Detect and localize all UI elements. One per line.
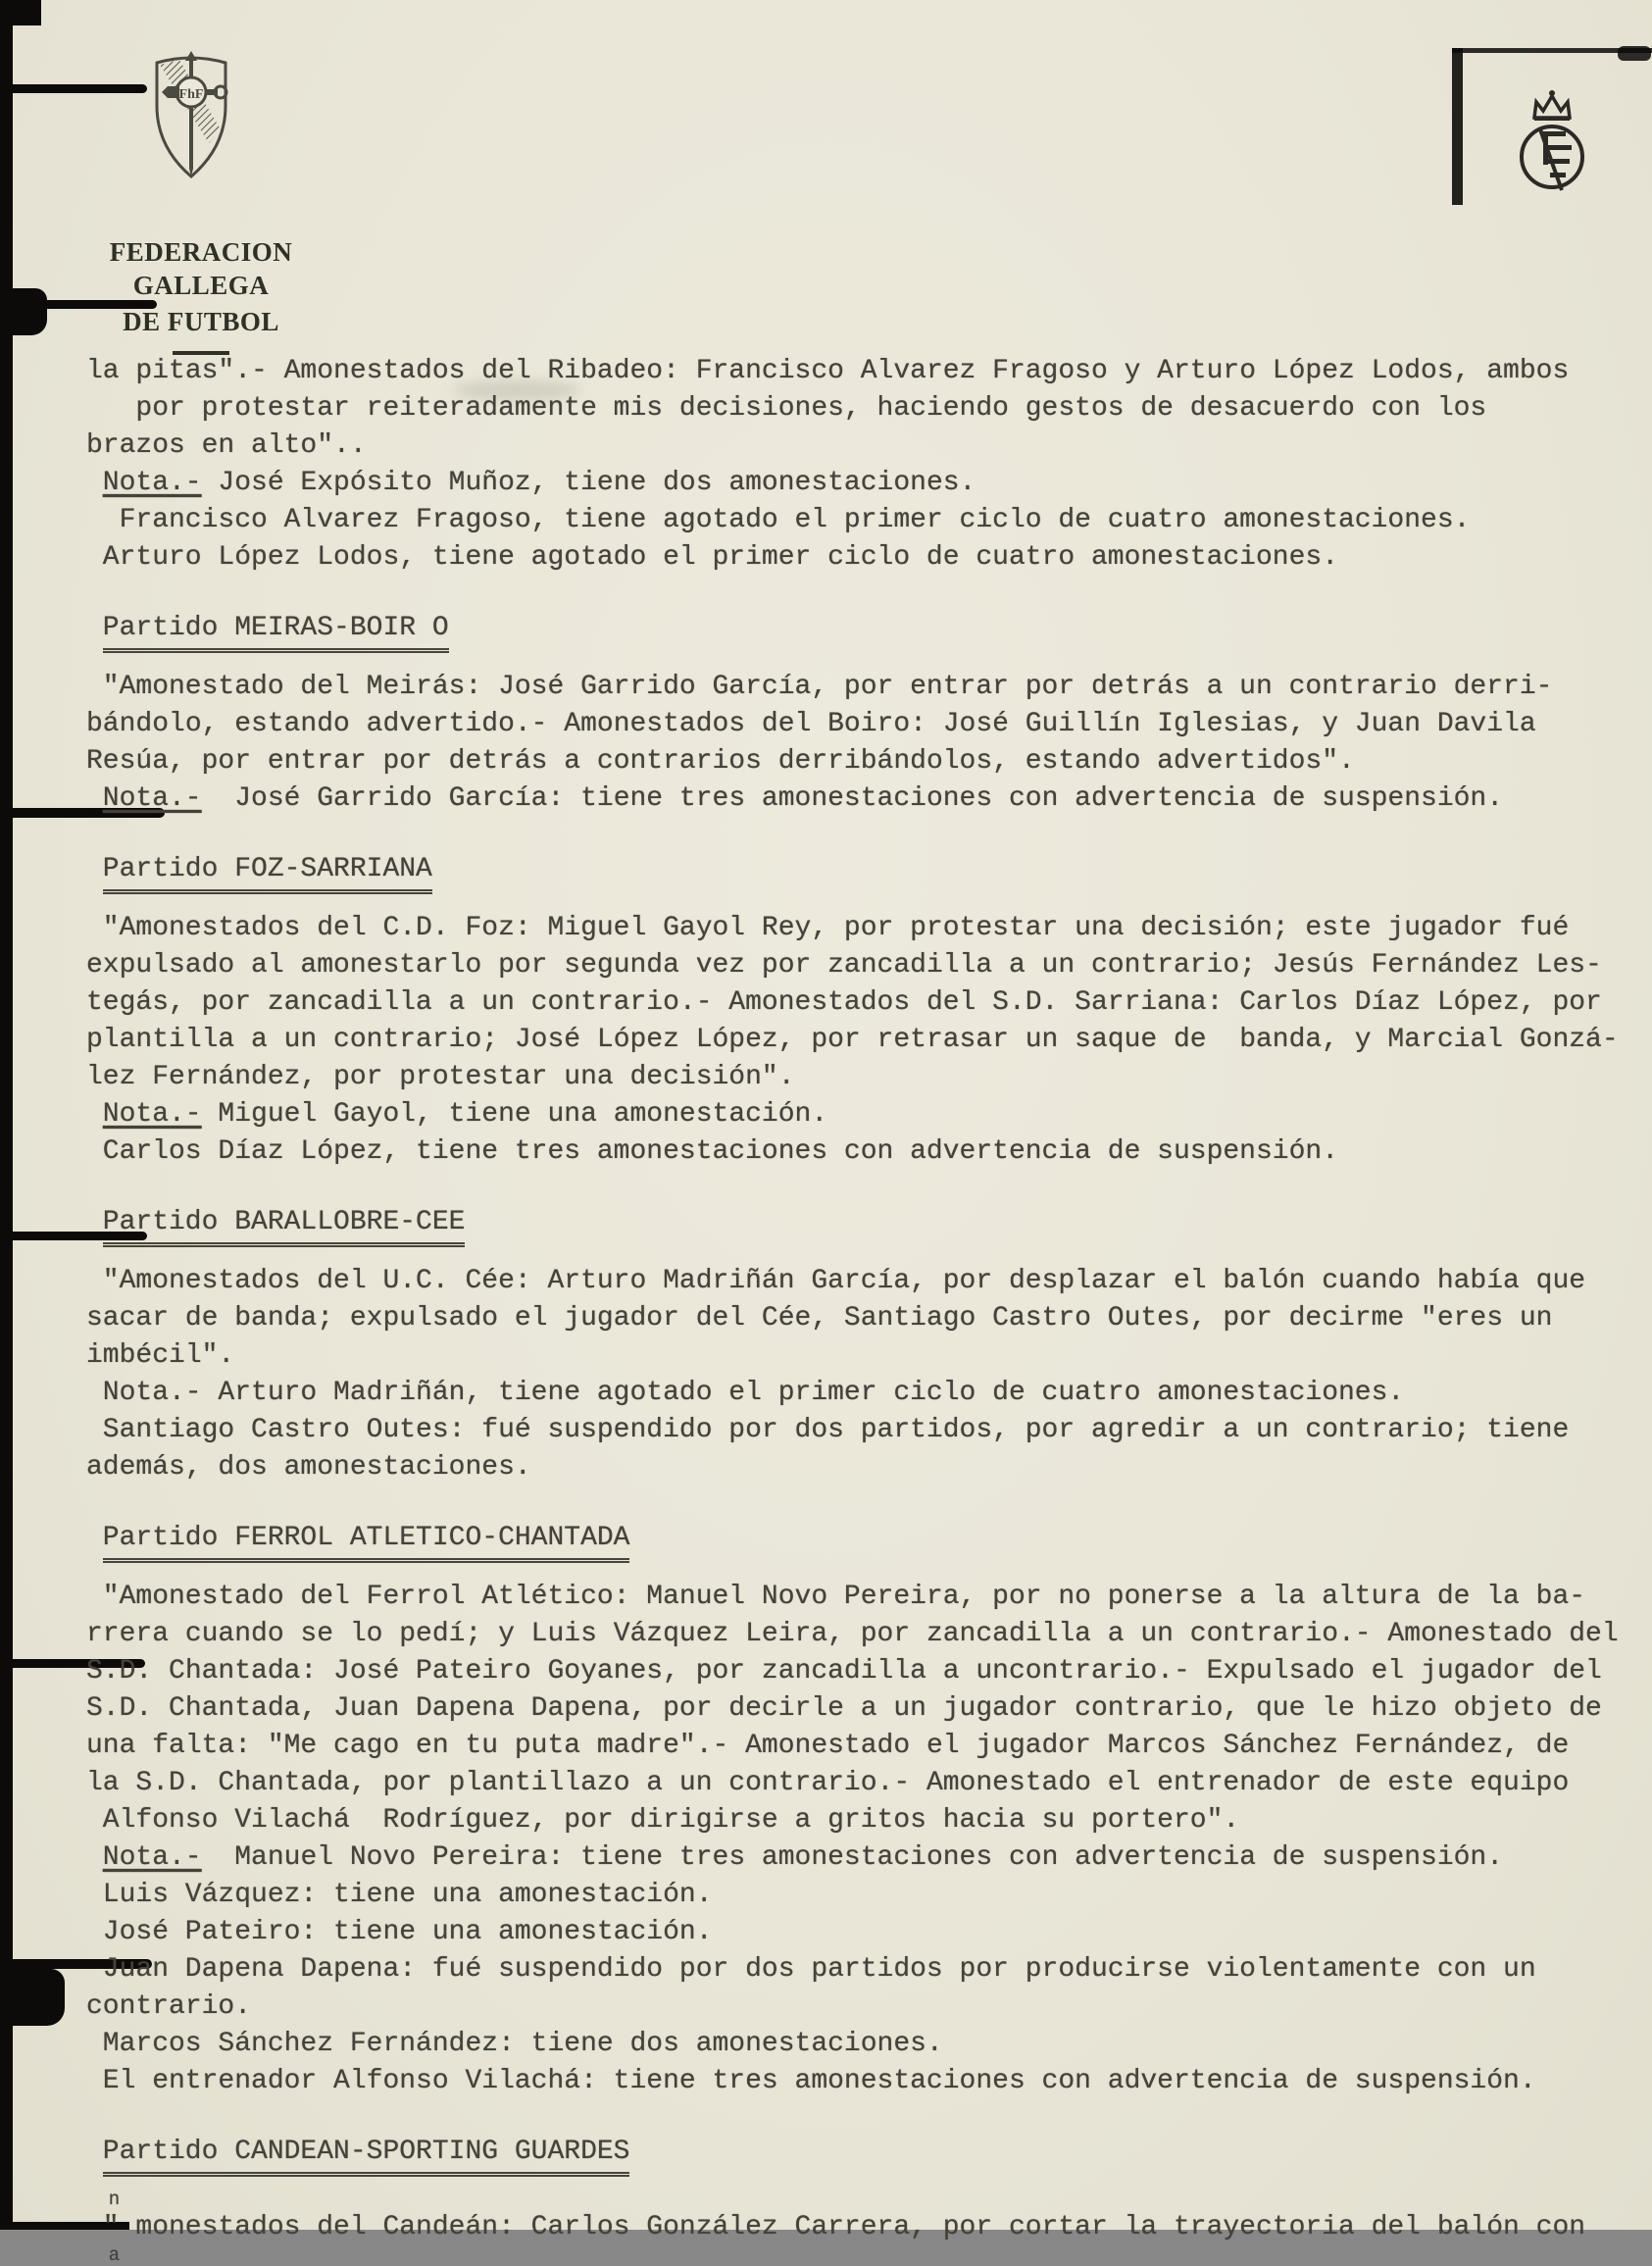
binder-hole-tear bbox=[0, 1969, 65, 2026]
document-section bbox=[86, 851, 1630, 1171]
letterhead bbox=[39, 235, 363, 355]
document-line: rrera cuando se lo pedí; y Luis Vázquez Leira, por zancadilla a un contrario.- Amonestado del bbox=[86, 1619, 1619, 1649]
binder-hole-tear bbox=[0, 84, 147, 93]
document-body bbox=[86, 353, 1630, 2265]
document-line: Francisco Alvarez Fragoso, tiene agotado el primer ciclo de cuatro amonestaciones. bbox=[119, 505, 1471, 535]
document-line: Luis Vázquez: tiene una amonestación. bbox=[102, 1880, 713, 1910]
org-name-line2: DE FUTBOL bbox=[123, 307, 279, 336]
document-line: Nota.- José Expósito Muñoz, tiene dos amonestaciones. bbox=[102, 468, 976, 498]
document-line: plantilla a un contrario; José López López, por retrasar un saque de banda, y Marcial Gonzá- bbox=[86, 1025, 1619, 1055]
document-line: la pitas".- Amonestados del Ribadeo: Francisco Alvarez Fragoso y Arturo López Lodos, ambos bbox=[86, 356, 1570, 386]
section-heading: Partido FOZ-SARRIANA bbox=[103, 851, 432, 894]
section-heading-row bbox=[86, 610, 1630, 653]
document-line: Arturo López Lodos, tiene agotado el primer ciclo de cuatro amonestaciones. bbox=[102, 542, 1339, 573]
document-line: " monestados del Candeán: Carlos González Carrera, por cortar la trayectoria del balón con bbox=[102, 2212, 1586, 2242]
document-line: además, dos amonestaciones. bbox=[86, 1452, 531, 1483]
section-heading-row bbox=[86, 851, 1630, 894]
scan-edge-artifact bbox=[1618, 46, 1651, 61]
document-section bbox=[86, 1204, 1630, 1486]
document-line: "Amonestados del U.C. Cée: Arturo Madriñán García, por desplazar el balón cuando había que bbox=[102, 1266, 1586, 1296]
document-line: imbécil". bbox=[86, 1340, 235, 1371]
document-line: brazos en alto".. bbox=[86, 430, 367, 461]
org-name-line1: FEDERACION GALLEGA bbox=[109, 237, 293, 300]
document-line: "Amonestado del Meirás: José Garrido García, por entrar por detrás a un contrario derri- bbox=[102, 672, 1553, 702]
section-heading-row bbox=[86, 2134, 1630, 2177]
document-line: Resúa, por entrar por detrás a contrarios derribándolos, estando advertidos". bbox=[86, 746, 1355, 777]
document-line: n bbox=[108, 2189, 121, 2210]
document-section bbox=[86, 610, 1630, 818]
section-heading: Partido MEIRAS-BOIR O bbox=[103, 610, 449, 653]
document-line: contrario. bbox=[86, 1991, 252, 2022]
document-line: a bbox=[108, 2244, 121, 2266]
section-heading: Partido BARALLOBRE-CEE bbox=[103, 1204, 466, 1247]
nota-label: Nota.- bbox=[102, 468, 202, 498]
scan-edge-artifact bbox=[1452, 48, 1463, 205]
document-line: Juan Dapena Dapena: fué suspendido por dos partidos por producirse violentamente con un bbox=[102, 1954, 1536, 1985]
document-section bbox=[86, 353, 1630, 577]
scan-edge-artifact bbox=[0, 0, 41, 25]
section-heading-row bbox=[86, 1204, 1630, 1247]
document-line: Nota.- Arturo Madriñán, tiene agotado el primer ciclo de cuatro amonestaciones. bbox=[102, 1378, 1405, 1408]
document-line: Nota.- José Garrido García: tiene tres amonestaciones con advertencia de suspensión. bbox=[102, 783, 1504, 814]
document-line: S.D. Chantada, Juan Dapena Dapena, por decirle a un jugador contrario, que le hizo objeto de bbox=[86, 1693, 1602, 1724]
nota-label: Nota.- bbox=[102, 783, 202, 814]
document-line: tegás, por zancadilla a un contrario.- Amonestados del S.D. Sarriana: Carlos Díaz López, por bbox=[86, 987, 1602, 1018]
svg-text:FhF: FhF bbox=[178, 87, 204, 102]
document-line: Carlos Díaz López, tiene tres amonestaciones con advertencia de suspensión. bbox=[102, 1136, 1339, 1167]
document-line: Marcos Sánchez Fernández: tiene dos amonestaciones. bbox=[102, 2029, 943, 2059]
document-line: Santiago Castro Outes: fué suspendido por dos partidos, por agredir a un contrario; tiene bbox=[102, 1415, 1570, 1445]
document-line: una falta: "Me cago en tu puta madre".- Amonestado el jugador Marcos Sánchez Fernández, de bbox=[86, 1731, 1570, 1761]
document-line: "Amonestado del Ferrol Atlético: Manuel Novo Pereira, por no ponerse a la altura de la ba- bbox=[102, 1582, 1586, 1612]
document-line: S.D. Chantada: José Pateiro Goyanes, por zancadilla a uncontrario.- Expulsado el jugador del bbox=[86, 1656, 1602, 1687]
nota-label: Nota.- bbox=[102, 1099, 202, 1130]
document-line: "Amonestados del C.D. Foz: Miguel Gayol Rey, por protestar una decisión; este jugador fué bbox=[102, 913, 1570, 943]
section-heading-row bbox=[86, 1520, 1630, 1563]
document-line: por protestar reiteradamente mis decisiones, haciendo gestos de desacuerdo con los bbox=[135, 393, 1487, 424]
document-line: El entrenador Alfonso Vilachá: tiene tres amonestaciones con advertencia de suspensión. bbox=[102, 2066, 1536, 2096]
section-heading: Partido FERROL ATLETICO-CHANTADA bbox=[103, 1520, 630, 1563]
document-line: sacar de banda; expulsado el jugador del Cée, Santiago Castro Outes, por decirme "eres un bbox=[86, 1303, 1553, 1334]
document-line: la S.D. Chantada, por plantillazo a un contrario.- Amonestado el entrenador de este equipo bbox=[86, 1768, 1570, 1798]
document-line: Nota.- Miguel Gayol, tiene una amonestación. bbox=[102, 1099, 828, 1130]
section-heading: Partido CANDEAN-SPORTING GUARDES bbox=[103, 2134, 630, 2177]
document-line: expulsado al amonestarlo por segunda vez por zancadilla a un contrario; Jesús Fernández Les- bbox=[86, 950, 1602, 981]
galician-federation-shield-icon bbox=[150, 49, 232, 187]
royal-spanish-federation-crest-icon bbox=[1511, 88, 1593, 207]
document-section bbox=[86, 1520, 1630, 2100]
document-line: lez Fernández, por protestar una decisión". bbox=[86, 1062, 795, 1092]
document-section bbox=[86, 2134, 1630, 2266]
document-line: bándolo, estando advertido.- Amonestados del Boiro: José Guillín Iglesias, y Juan Davila bbox=[86, 709, 1536, 739]
document-line: Alfonso Vilachá Rodríguez, por dirigirse a gritos hacia su portero". bbox=[102, 1805, 1240, 1836]
document-line: Nota.- Manuel Novo Pereira: tiene tres amonestaciones con advertencia de suspensión. bbox=[102, 1842, 1504, 1873]
nota-label: Nota.- bbox=[102, 1842, 202, 1873]
document-line: José Pateiro: tiene una amonestación. bbox=[102, 1917, 713, 1947]
